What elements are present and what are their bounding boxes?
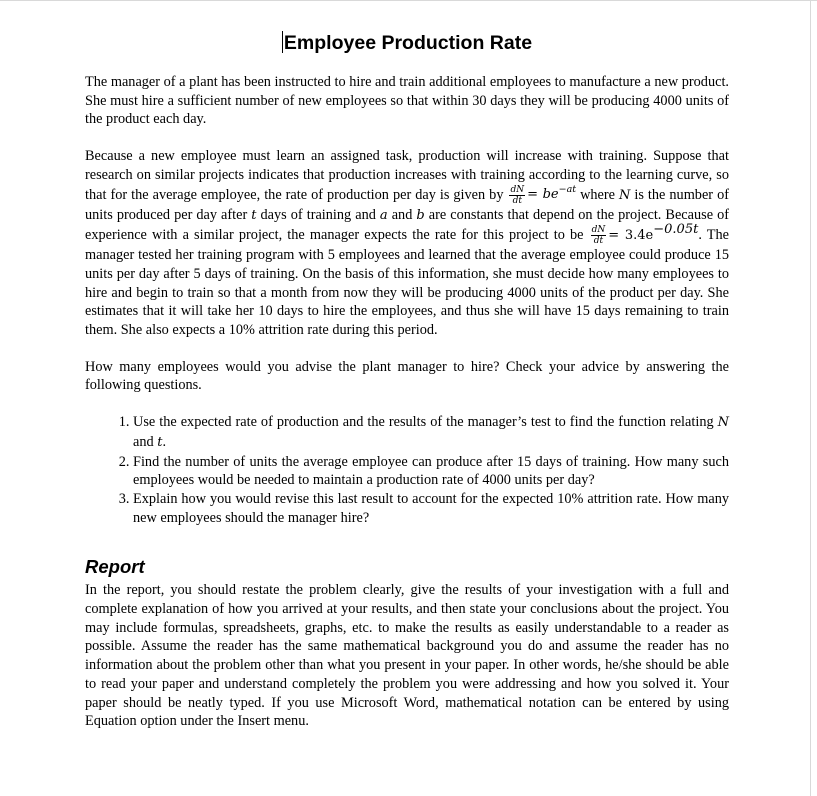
intro-paragraph: The manager of a plant has been instructed to hire and train additional employees to manufacture a new product. She must hire a sufficient number of new employees so that within 30 days they will be producing 4000 units of the product each day. [85, 74, 729, 128]
page-edge-right [810, 0, 811, 796]
question-intro-paragraph: How many employees would you advise the plant manager to hire? Check your advice by answering the following questions. [85, 358, 729, 394]
fraction-denominator-2: dt [593, 236, 604, 247]
equation-2-exponent: −0.05t [653, 222, 699, 237]
report-paragraph: In the report, you should restate the problem clearly, give the results of your investigation with a full and complete explanation of how you arrived at your results, and then state your conclusions about the project. You may include formulas, spreadsheets, graphs, etc. to make the results as easily understandable to a reader as possible. Assume the reader has the same mathematical background you do and assume the reader has no information about the problem other than what you present in your paper. In other words, he/she should be able to read your paper and understand completely the problem you were addressing and how you solved it. Your paper should be neatly typed. If you use Microsoft Word, mathematical notation can be entered by using Equation option under the Insert menu. [85, 582, 729, 730]
var-a: a [379, 207, 388, 223]
para2-text-a: Because a new employee must learn an assigned task, production will increase with training. Suppose that research on similar projects indicates that production increases with training according to the learning curve, so that for the average employee, the rate of production per day is given by [85, 148, 729, 203]
equation-1-rhs: = be [527, 187, 559, 203]
para2-text-d: days of training and [256, 206, 380, 223]
question-item-3: 3. Explain how you would revise this last result to account for the expected 10% attrition rate. How many new employees should the manager hire? [133, 490, 729, 527]
equation-1 [527, 184, 577, 203]
equation-2-rhs: = 3.4e [608, 228, 654, 243]
fraction-dn-dt [509, 185, 525, 206]
fraction-denominator: dt [512, 195, 522, 206]
document-content[interactable] [85, 28, 729, 731]
var-N: N [619, 187, 631, 203]
fraction-numerator: dN [510, 184, 525, 195]
var-b: b [416, 207, 425, 223]
question-item-1 [133, 413, 729, 452]
fraction-numerator-2: dN [591, 225, 606, 236]
var-t: t [251, 207, 257, 223]
para2-text-e: and [387, 206, 417, 223]
question-item-2: 2. Find the number of units the average employee can produce after 15 days of training. How many such employees would be needed to maintain a production rate of 4000 units per day? [133, 453, 729, 490]
question-1-var-t: t [157, 434, 163, 450]
equation-1-exponent: −at [558, 184, 577, 196]
question-1-text-a: Use the expected rate of production and the results of the manager’s test to find the function relating [133, 414, 718, 431]
page-edge-top [0, 0, 817, 1]
question-list [85, 413, 729, 527]
para2-text-g: . The manager tested her training program with 5 employees and learned that the average employee could produce 15 units per day after 5 days of training. On the basis of this information, she must decide how many employees to hire and begin to train so that a month from now they will be producing 4000 units of the product per day. She estimates that it will take her 10 days to hire the employees, and thus she will have 15 days remaining to train them. She also expects a 10% attrition rate during this period. [85, 227, 729, 339]
learning-curve-paragraph [85, 147, 729, 340]
question-1-text-c: . [162, 433, 167, 450]
equation-2 [608, 222, 699, 243]
document-title[interactable] [85, 28, 729, 58]
para2-text-f: are constants that depend on the project. Because of experience with a similar project, the manager expects the rate for this project to be [85, 206, 729, 243]
para2-text-b: where [576, 186, 619, 203]
question-1-var-N: N [717, 415, 729, 431]
question-1-text-b: and [133, 433, 158, 450]
title-text: Employee Production Rate [283, 32, 533, 54]
fraction-dn-dt-2 [591, 225, 607, 246]
text-cursor [282, 31, 283, 53]
para2-text-c: is the number of units produced per day after [85, 186, 729, 223]
report-heading: Report [85, 556, 145, 578]
